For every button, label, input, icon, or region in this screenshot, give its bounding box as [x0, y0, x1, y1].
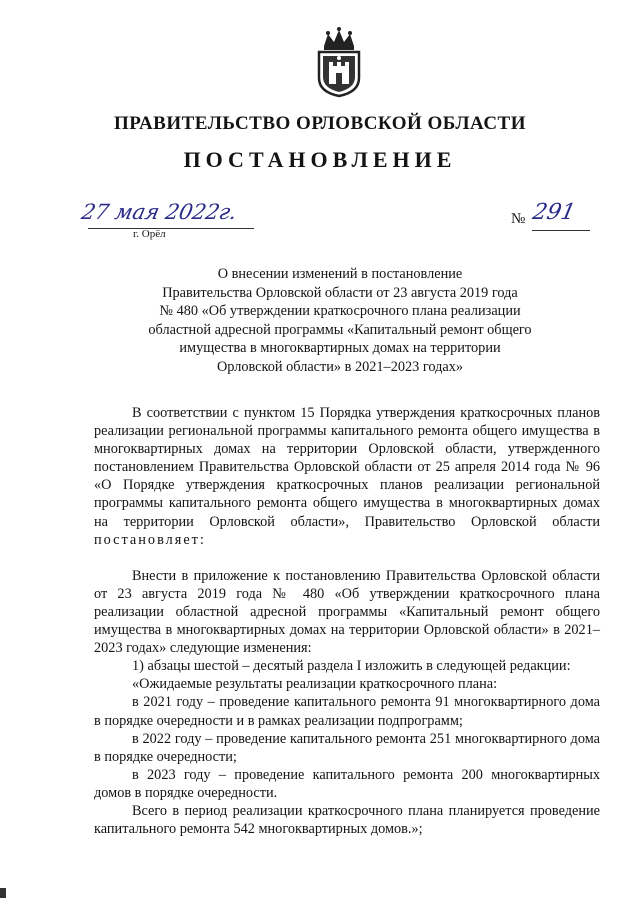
- preamble-text: В соответствии с пунктом 15 Порядка утверждения краткосрочных планов реализации региональной программы капитального ремонта общего имущества в многоквартирных домах на территории Орловской области, утвержденного постановлением Правительства Орловской области от 25 апреля 2014 года № 96 «О Порядке утверждения краткосрочных планов реализации региональной программы капитального ремонта общего имущества в многоквартирных домах на территории Орловской области», Правительство Орловской области: [94, 405, 600, 530]
- date-underline: [88, 228, 254, 229]
- subject-line: имущества в многоквартирных домах на территории: [179, 340, 501, 357]
- amendment-paragraph: Внести в приложение к постановлению Правительства Орловской области от 23 августа 2019 года № 480 «Об утверждении краткосрочного плана реализации областной адресной программы «Капитальный ремонт общего имущества в многоквартирных домах на территории Орловской области» в 2021–2023 годах» следующие изменения:: [94, 567, 600, 657]
- number-sign: №: [511, 211, 526, 227]
- handwritten-date: 27 мая 2022г.: [79, 200, 240, 224]
- scan-edge-mark: [0, 888, 6, 898]
- total-paragraph: Всего в период реализации краткосрочного плана планируется проведение капитального ремонта 542 многоквартирных домов.»;: [94, 802, 600, 838]
- number-underline: [532, 230, 590, 231]
- quote-paragraph: «Ожидаемые результаты реализации краткосрочного плана:: [132, 676, 498, 693]
- coat-of-arms-emblem: [314, 26, 364, 98]
- item-paragraph: 1) абзацы шестой – десятый раздела I изложить в следующей редакции:: [132, 658, 571, 675]
- document-subject: [120, 265, 560, 377]
- year-2023-paragraph: в 2023 году – проведение капитального ремонта 200 многоквартирных домов в порядке очередности.: [94, 766, 600, 801]
- preamble-paragraph: [94, 404, 600, 549]
- subject-line: Правительства Орловской области от 23 августа 2019 года: [162, 284, 518, 301]
- government-title: ПРАВИТЕЛЬСТВО ОРЛОВСКОЙ ОБЛАСТИ: [113, 113, 526, 134]
- decides-word: постановляет:: [94, 531, 206, 548]
- document-body: [94, 404, 600, 838]
- document-type-title: ПОСТАНОВЛЕНИЕ: [183, 147, 457, 172]
- subject-line: № 480 «Об утверждении краткосрочного плана реализации: [159, 303, 521, 320]
- subject-line: областной адресной программы «Капитальный ремонт общего: [148, 321, 532, 338]
- year-2021-paragraph: в 2021 году – проведение капитального ремонта 91 многоквартирного дома в порядке очередности и в рамках реализации подпрограмм;: [94, 694, 600, 729]
- subject-line: О внесении изменений в постановление: [217, 266, 463, 282]
- year-2022-paragraph: в 2022 году – проведение капитального ремонта 251 многоквартирного дома в порядке очередности;: [94, 730, 600, 765]
- city-label: г. Орёл: [133, 228, 166, 240]
- handwritten-number: 291: [530, 200, 578, 225]
- subject-line: Орловской области» в 2021–2023 годах»: [216, 358, 464, 375]
